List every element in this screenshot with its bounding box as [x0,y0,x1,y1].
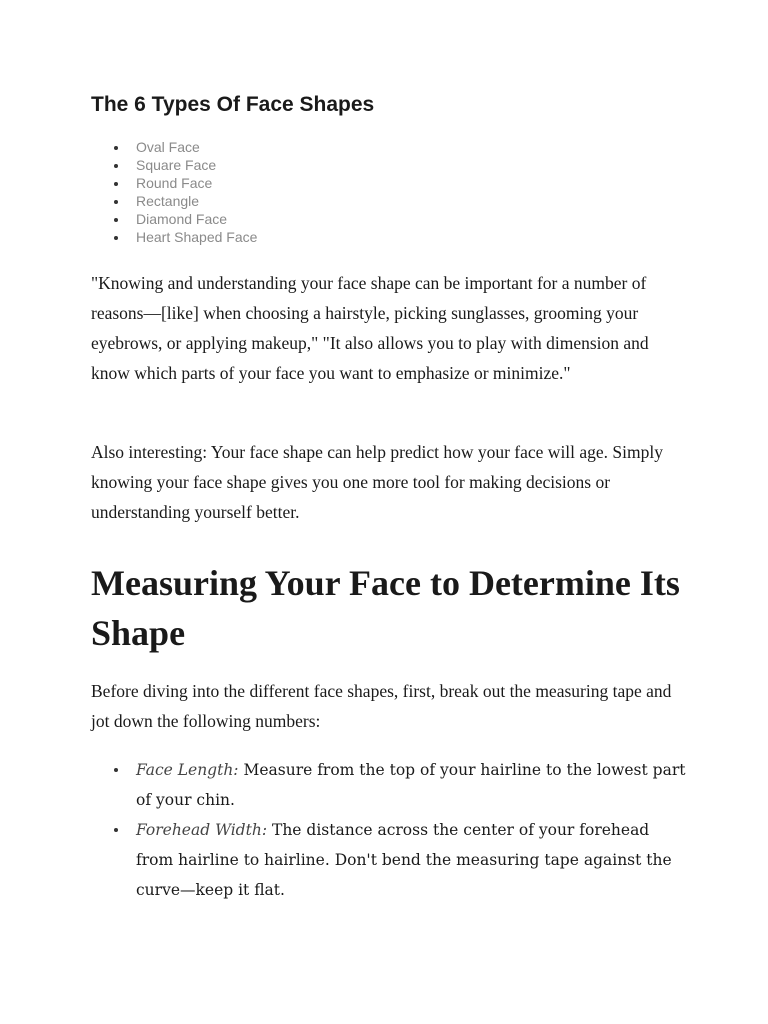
measurement-description: The distance across the center of your forehead from hairline to hairline. Don't bend the measuring tape against the curve—keep it flat. [136,821,672,899]
measurement-term: Forehead Width: [136,821,268,839]
list-item: Heart Shaped Face [91,228,257,246]
list-item [91,755,691,815]
list-item: Square Face [91,156,257,174]
quote-paragraph: "Knowing and understanding your face shape can be important for a number of reasons—[like] when choosing a hairstyle, picking sunglasses, grooming your eyebrows, or applying makeup," "It also allows you to play with dimension and know which parts of your face you want to emphasize or minimize." [91,273,649,383]
interesting-paragraph: Also interesting: Your face shape can help predict how your face will age. Simply knowing your face shape gives you one more tool for making decisions or understanding yourself better. [91,442,664,522]
measurement-description: Measure from the top of your hairline to the lowest part of your chin. [136,761,686,809]
list-item [91,815,691,905]
list-item: Rectangle [91,192,257,210]
list-item: Round Face [91,174,257,192]
types-heading: The 6 Types Of Face Shapes [91,93,375,116]
measuring-heading: Measuring Your Face to Determine Its Shape [91,563,680,653]
measurement-list [91,755,691,905]
measuring-intro: Before diving into the different face shapes, first, break out the measuring tape and jot down the following numbers: [91,681,672,731]
list-item: Oval Face [91,138,257,156]
measurement-term: Face Length: [136,761,239,779]
face-type-list [91,138,257,246]
list-item: Diamond Face [91,210,257,228]
